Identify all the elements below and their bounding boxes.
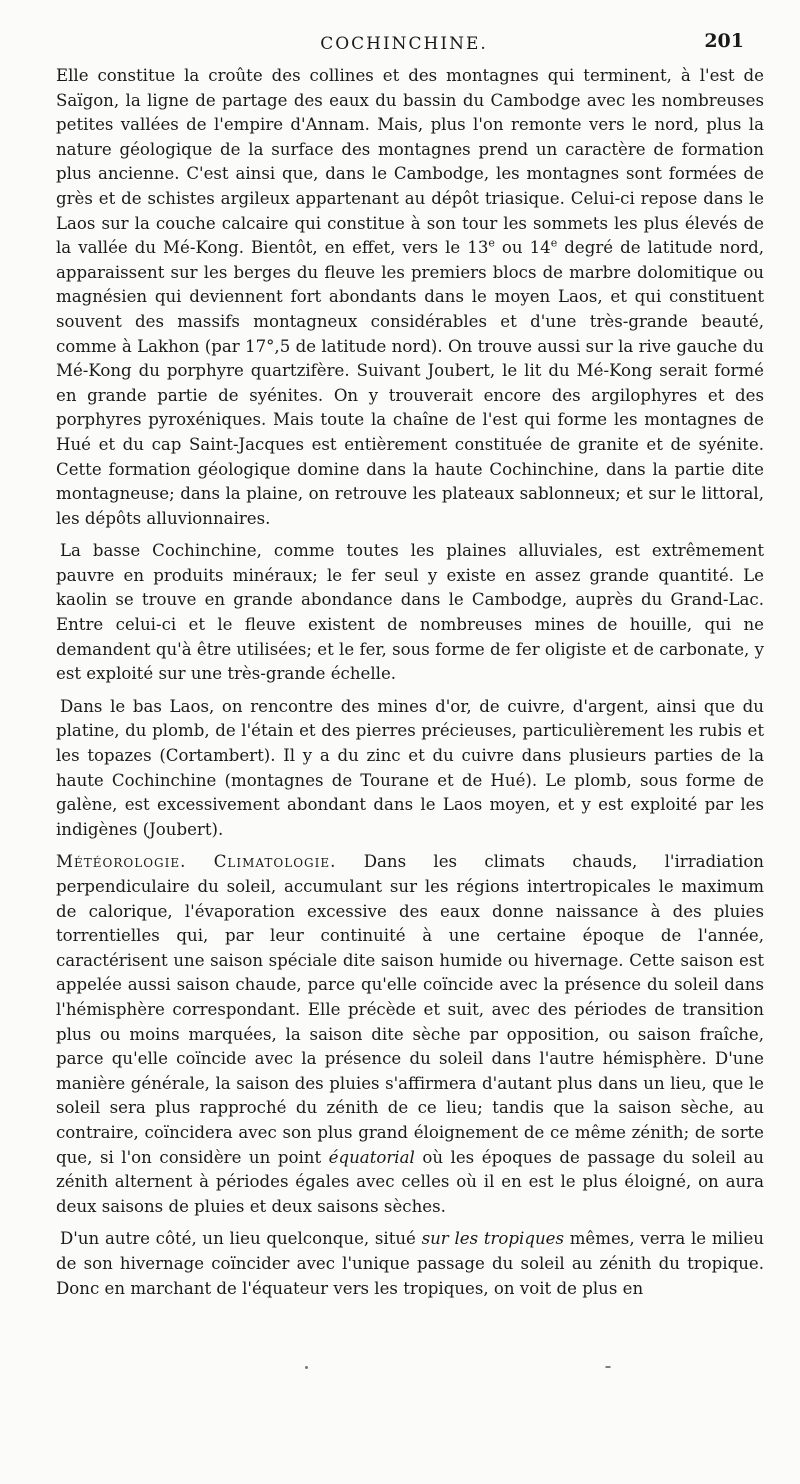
section-heading-climatology: Climatologie.	[213, 852, 337, 872]
paragraph-text: Elle constitue la croûte des collines et des montagnes qui terminent, à l'est de Saïgon, la ligne de partage des eaux du bassin du Cambodge avec les nombreuses petites vallées de l'empire d'Annam. Mais, plus l'on remonte vers le nord, plus la nature géologique de la surface des montagnes prend un caractère de formation plus ancienne. C'est ainsi que, dans le Cambodge, les montagnes sont formées de grès et de schistes argileux appartenant au dépôt triasique. Celui-ci repose dans le Laos sur la couche calcaire qui constitue à son tour les sommets les plus élevés de la vallée du Mé-Kong. Bientôt, en effet, vers le	[56, 66, 764, 258]
paragraph-text: où les époques de passage du soleil au zénith alternent à périodes égales avec celles où il en est le plus éloigné, on aura deux saisons de pluies et deux saisons sèches.	[56, 1147, 764, 1216]
paragraph-text: mêmes, verra le milieu de son hivernage coïncider avec l'unique passage du soleil au zénith du tropique. Donc en marchant de l'équateur vers les tropiques, on voit de plus en	[56, 1229, 764, 1298]
latitude-14: 14	[529, 238, 551, 258]
page-header	[56, 30, 752, 58]
paragraph-geology	[56, 64, 764, 531]
paragraph-tropics	[56, 1227, 764, 1301]
paragraph-minerals-lowland: La basse Cochinchine, comme toutes les plaines alluviales, est extrêmement pauvre en produits minéraux; le fer seul y existe en assez grande quantité. Le kaolin se trouve en grande abondance dans le Cambodge, auprès du Grand-Lac. Entre celui-ci et le fleuve existent de nombreuses mines de houille, qui ne demandent qu'à être utilisées; et le fer, sous forme de fer oligiste et de carbonate, y est exploité sur une très-grande échelle.	[56, 541, 764, 684]
page-number: 201	[704, 30, 744, 52]
paragraph-minerals-laos: Dans le bas Laos, on rencontre des mines d'or, de cuivre, d'argent, ainsi que du platine, du plomb, de l'étain et des pierres précieuses, particulièrement les rubis et les topazes (Cortambert). Il y a du zinc et du cuivre dans plusieurs parties de la haute Cochinchine (montagnes de Tourane et de Hué). Le plomb, sous forme de galène, est excessivement abondant dans le Laos moyen, et y est exploité par les indigènes (Joubert).	[56, 696, 764, 839]
italic-term: équatorial	[328, 1147, 415, 1167]
scan-speck	[305, 1366, 308, 1369]
ordinal-suffix: e	[550, 236, 558, 250]
paragraph-text: Dans les climats chauds, l'irradiation perpendiculaire du soleil, accumulant sur les régions intertropicales le maximum de calorique, l'évaporation excessive des eaux donne naissance à des pluies torrentielles qui, par leur continuité à une certaine époque de l'année, caractérisent une saison spéciale dite saison humide ou hivernage. Cette saison est appelée aussi saison chaude, parce qu'elle coïncide avec la présence du soleil dans l'hémisphère correspondant. Elle précède et suit, avec des périodes de transition plus ou moins marquées, la saison dite sèche par opposition, ou saison fraîche, parce qu'elle coïncide avec la présence du soleil dans l'autre hémisphère. D'une manière générale, la saison des pluies s'affirmera d'autant plus dans un lieu, que le soleil sera plus rapproché du zénith de ce lieu; tandis que la saison sèche, au contraire, coïncidera avec son plus grand éloignement de ce même zénith; de sorte que, si l'on considère un point	[56, 852, 764, 1167]
body-text	[56, 64, 764, 1309]
latitude-13: 13	[467, 238, 489, 258]
ordinal-suffix: e	[488, 236, 495, 250]
italic-term: sur les tropiques	[421, 1229, 564, 1249]
running-title: COCHINCHINE.	[320, 34, 488, 54]
paragraph-text: ou	[494, 238, 530, 258]
section-heading-meteorology: Météorologie.	[56, 852, 187, 872]
paragraph-text: degré de latitude nord, apparaissent sur les berges du fleuve les premiers blocs de marbre dolomitique ou magnésien qui deviennent fort abondants dans le moyen Laos, et qui constituent souvent des massifs montagneux considérables et d'une très-grande beauté, comme à Lakhon (par 17°,5 de latitude nord). On trouve aussi sur la rive gauche du Mé-Kong du porphyre quartzifère. Suivant Joubert, le lit du Mé-Kong serait formé en grande partie de syénites. On y trouverait encore des argilophyres et des porphyres pyroxéniques. Mais toute la chaîne de l'est qui forme les montagnes de Hué et du cap Saint-Jacques est entièrement constituée de granite et de syénite. Cette formation géologique domine dans la haute Cochinchine, dans la partie dite montagneuse; dans la plaine, on retrouve les plateaux sablonneux; et sur le littoral, les dépôts alluvionnaires.	[56, 238, 765, 528]
paragraph-meteorology	[56, 850, 764, 1219]
scan-speck	[605, 1366, 611, 1368]
paragraph-text: D'un autre côté, un lieu quelconque, situé	[60, 1229, 422, 1249]
